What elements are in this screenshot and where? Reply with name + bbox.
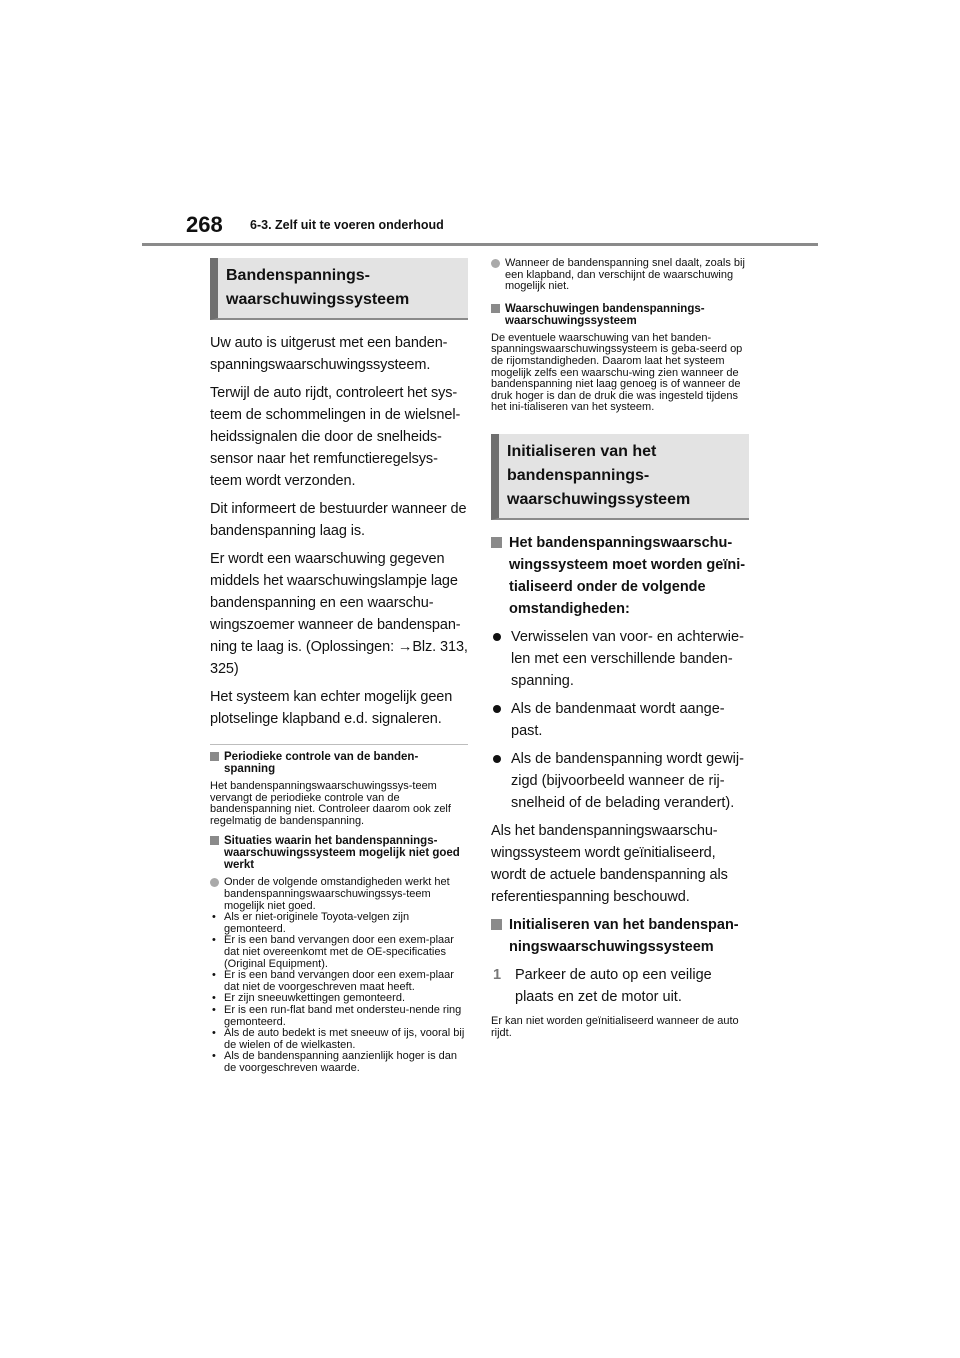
square-bullet-icon bbox=[491, 919, 502, 930]
section-reference: 6-3. Zelf uit te voeren onderhoud bbox=[250, 218, 444, 232]
list-item: • Als er niet-originele Toyota-velgen zijn gemonteerd. bbox=[212, 911, 410, 935]
list-item: Als de bandenspanning wordt gewij-zigd (bijvoorbeeld wanneer de rij-snelheid of de belading verandert). bbox=[491, 748, 749, 814]
paragraph: Dit informeert de bestuurder wanneer de bandenspanning laag is. bbox=[210, 501, 467, 539]
heading-line: Initialiseren van het bbox=[507, 442, 657, 460]
bullet-dot-icon bbox=[493, 705, 501, 713]
subsection-title: Waarschuwingen bandenspannings-waarschuwingssysteem bbox=[491, 303, 749, 327]
square-bullet-icon bbox=[210, 836, 219, 845]
circle-bullet-icon bbox=[491, 259, 500, 268]
bullet-dot-icon bbox=[493, 633, 501, 641]
list-item: • Er is een band vervangen door een exem-plaar dat niet de voorgeschreven maat heeft. bbox=[212, 969, 454, 993]
subsection-title: Situaties waarin het bandenspannings-waarschuwingssysteem mogelijk niet goed werkt bbox=[210, 835, 468, 871]
circle-bullet-icon bbox=[210, 878, 219, 887]
list-item: Wanneer de bandenspanning snel daalt, zoals bij een klapband, dan verschijnt de waarschuwing mogelijk niet. bbox=[491, 258, 749, 293]
left-column bbox=[210, 258, 468, 1074]
section-heading bbox=[491, 434, 749, 520]
step-item: 1 Parkeer de auto op een veilige plaats en zet de motor uit. bbox=[491, 964, 749, 1008]
subsection-title: Het bandenspanningswaarschu-wingssysteem moet worden geïni-tialiseerd onder de volgende omstandigheden: bbox=[491, 532, 749, 620]
list-item: • Er is een band vervangen door een exem-plaar dat niet overeenkomt met de OE-specificaties (Original Equipment). bbox=[212, 934, 454, 970]
subsection-title: Initialiseren van het bandenspan-ningswaarschuwingssysteem bbox=[491, 914, 749, 958]
paragraph: Het systeem kan echter mogelijk geen plotselinge klapband e.d. signaleren. bbox=[210, 689, 453, 727]
note-text: Er kan niet worden geïnitialiseerd wanneer de auto rijdt. bbox=[491, 1014, 739, 1039]
paragraph: Als het bandenspanningswaarschu-wingssysteem wordt geïnitialiseerd, wordt de actuele bandenspanning als referentiespanning beschouwd. bbox=[491, 822, 728, 905]
paragraph: Er wordt een waarschuwing gegeven middels het waarschuwingslampje lage bandenspanning en een waarschu-wingszoemer wanneer de bandenspan-ning te laag is. (Oplossingen: →Blz. 313, 325) bbox=[210, 551, 468, 677]
square-bullet-icon bbox=[491, 537, 502, 548]
subsection-title: Periodieke controle van de banden-spanning bbox=[210, 751, 468, 775]
list-item: • Er zijn sneeuwkettingen gemonteerd. bbox=[212, 992, 405, 1005]
bullet-dot-icon bbox=[493, 755, 501, 763]
right-column bbox=[491, 258, 749, 1039]
paragraph: Uw auto is uitgerust met een banden-spanningswaarschuwingssysteem. bbox=[210, 335, 448, 373]
heading-line: waarschuwingssysteem bbox=[507, 490, 691, 508]
heading-line: Bandenspannings- bbox=[226, 267, 371, 284]
note-text: De eventuele waarschuwing van het banden-spanningswaarschuwingssysteem is geba-seerd op de rijomstandigheden. Daarom laat het systeem mogelijk zelfs een waarschu-wing zien wanneer de bandenspanning niet laag genoeg is of wanneer de druk hoger is dan de druk die was ingesteld tijdens het ini-tialiseren van het systeem. bbox=[491, 331, 743, 414]
heading-line: bandenspannings- bbox=[507, 466, 650, 484]
list-item: Onder de volgende omstandigheden werkt het bandenspanningswaarschuwingssys-teem mogelijk niet goed. bbox=[210, 877, 468, 912]
note-text: Het bandenspanningswaarschuwingssys-teem vervangt de periodieke controle van de bandenspanning niet. Controleer daarom ook zelf regelmatig de bandenspanning. bbox=[210, 780, 451, 827]
square-bullet-icon bbox=[491, 304, 500, 313]
heading-line: waarschuwingssysteem bbox=[226, 291, 410, 308]
list-item: Als de bandenmaat wordt aange-past. bbox=[491, 698, 749, 742]
section-heading bbox=[210, 258, 468, 320]
list-item: • Als de bandenspanning aanzienlijk hoger is dan de voorgeschreven waarde. bbox=[212, 1050, 458, 1074]
step-number: 1 bbox=[493, 966, 502, 983]
list-item: • Als de auto bedekt is met sneeuw of ijs, vooral bij de wielen of de wielkasten. bbox=[212, 1027, 465, 1051]
square-bullet-icon bbox=[210, 752, 219, 761]
page-number: 268 bbox=[186, 212, 223, 237]
paragraph: Terwijl de auto rijdt, controleert het sys-teem de schommelingen in de wielsnel-heidssignalen die door de snelheids-sensor naar het remfunctieregelsys-teem wordt verzonden. bbox=[210, 385, 461, 489]
divider bbox=[210, 744, 468, 745]
list-item: • Er is een run-flat band met ondersteu-nende ring gemonteerd. bbox=[212, 1003, 462, 1028]
header-rule bbox=[142, 243, 818, 246]
list-item: Verwisselen van voor- en achterwie-len met een verschillende banden-spanning. bbox=[491, 626, 749, 692]
